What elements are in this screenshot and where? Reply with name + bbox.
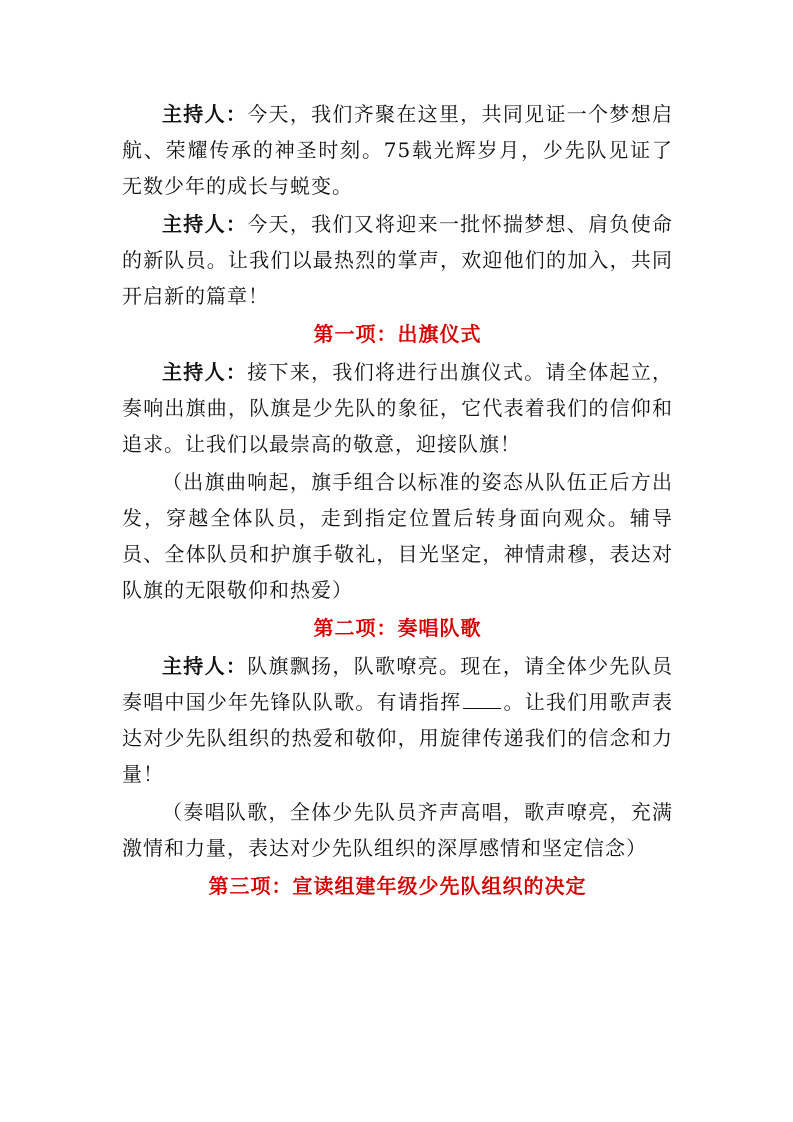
paragraph-text: 。让我们用歌声表达对少先队组织的热爱和敬仰，用旋律传递我们的信念和力量！ bbox=[122, 690, 674, 786]
section-heading-1: 第一项：出旗仪式 bbox=[313, 322, 482, 346]
host-paragraph-3 bbox=[122, 354, 673, 462]
host-label: 主持人： bbox=[162, 212, 248, 236]
paragraph-text: 今天，我们又将迎来一批怀揣梦想、肩负使命的新队员。让我们以最热烈的掌声，欢迎他们的加入，共同开启新的篇章！ bbox=[122, 212, 674, 308]
stage-direction-1: （出旗曲响起，旗手组合以标准的姿态从队伍正后方出发，穿越全体队员，走到指定位置后转身面向观众。辅导员、全体队员和护旗手敬礼，目光坚定，神情肃穆，表达对队旗的无限敬仰和热爱） bbox=[122, 470, 673, 602]
fill-in-blank bbox=[463, 690, 501, 709]
paragraph-text: 队旗飘扬，队歌嘹亮。现在，请全体少先队员奏唱中国少年先锋队队歌。有请指挥 bbox=[122, 654, 674, 714]
paragraph-text: 今天，我们齐聚在这里，共同见证一个梦想启航、荣耀传承的神圣时刻。75载光辉岁月，少先队见证了无数少年的成长与蜕变。 bbox=[122, 102, 674, 198]
section-heading-2: 第二项：奏唱队歌 bbox=[313, 616, 482, 640]
host-label: 主持人： bbox=[162, 360, 248, 384]
stage-direction-2: （奏唱队歌，全体少先队员齐声高唱，歌声嘹亮，充满激情和力量，表达对少先队组织的深厚感情和坚定信念） bbox=[122, 800, 673, 860]
host-paragraph-1 bbox=[122, 96, 673, 204]
host-paragraph-4 bbox=[122, 648, 673, 792]
section-heading-3: 第三项：宣读组建年级少先队组织的决定 bbox=[208, 874, 587, 898]
host-label: 主持人： bbox=[162, 102, 248, 126]
host-paragraph-2 bbox=[122, 206, 673, 314]
paragraph-text: 接下来，我们将进行出旗仪式。请全体起立，奏响出旗曲，队旗是少先队的象征，它代表着我们的信仰和追求。让我们以最崇高的敬意，迎接队旗！ bbox=[122, 360, 674, 456]
document-page bbox=[122, 96, 673, 904]
host-label: 主持人： bbox=[162, 654, 248, 678]
